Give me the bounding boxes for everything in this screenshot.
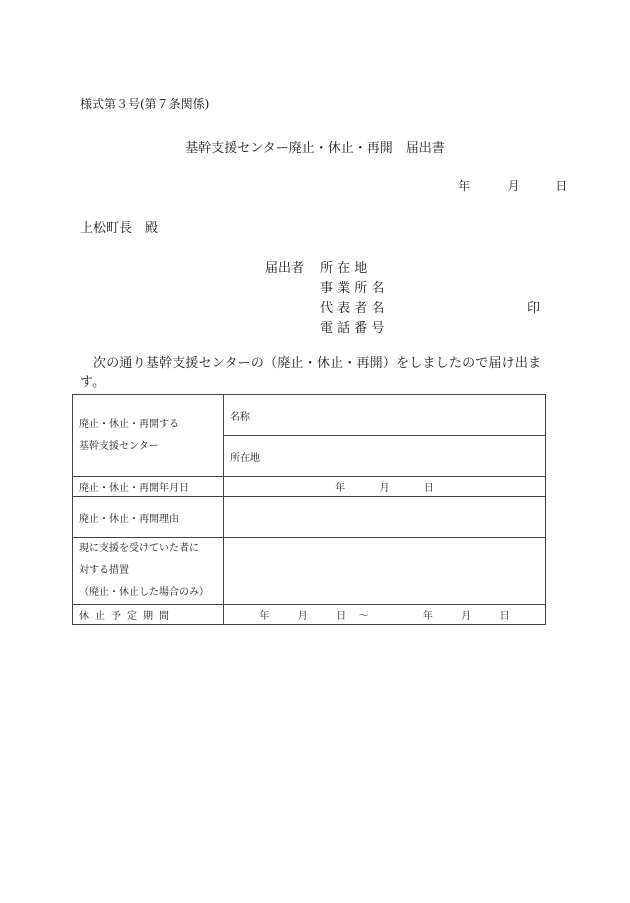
reason-label: 廃止・休止・再開理由 — [79, 513, 179, 525]
change-date-month: 月 — [379, 483, 390, 494]
measures-label-line2: 対する措置 — [79, 565, 129, 576]
table-row — [73, 497, 546, 538]
center-name-label: 名称 — [230, 411, 250, 423]
date-month-label: 月 — [507, 179, 520, 193]
center-label-line2: 基幹支援センター — [79, 440, 159, 452]
addressee: 上松町長 殿 — [80, 221, 159, 236]
period-tilde: ～ — [358, 611, 369, 622]
change-date-day: 日 — [423, 483, 434, 494]
reason-cell[interactable] — [224, 497, 546, 538]
suspension-period-cell[interactable] — [224, 605, 546, 625]
document-title: 基幹支援センター廃止・休止・再開 届出書 — [185, 141, 445, 156]
reason-label-cell — [73, 497, 224, 538]
table-row — [73, 605, 546, 625]
submission-date — [458, 177, 567, 194]
measures-label-line3: （廃止・休止した場合のみ） — [79, 587, 209, 598]
period-label-cell — [73, 605, 224, 625]
applicant-representative-label: 代 表 者 名 — [320, 301, 385, 316]
measures-label-line1: 現に支援を受けていた者に — [79, 543, 199, 554]
measures-label-cell — [73, 538, 224, 605]
date-day-label: 日 — [555, 179, 568, 193]
period-end-year: 年 — [422, 611, 433, 622]
applicant-office-name-label: 事 業 所 名 — [320, 281, 385, 296]
period-start-month: 月 — [297, 611, 308, 622]
form-number: 様式第３号(第７条関係) — [80, 97, 210, 111]
suspension-period-label: 休止予定期間 — [79, 611, 175, 622]
body-text: 次の通り基幹支援センターの（廃止・休止・再開）をしましたので届け出ます。 — [80, 356, 542, 390]
center-label-cell — [73, 395, 224, 477]
center-address-label: 所在地 — [230, 452, 260, 464]
table-row — [73, 477, 546, 497]
seal-mark: 印 — [527, 301, 541, 316]
change-date-cell[interactable] — [224, 477, 546, 497]
date-year-label: 年 — [458, 179, 471, 193]
notification-form-table — [72, 394, 546, 625]
measures-cell[interactable] — [224, 538, 546, 605]
period-start-year: 年 — [259, 611, 270, 622]
center-label-line1: 廃止・休止・再開する — [79, 418, 179, 430]
period-end-day: 日 — [499, 611, 510, 622]
table-row — [73, 538, 546, 605]
center-address-cell[interactable] — [224, 436, 546, 477]
center-name-cell[interactable] — [224, 395, 546, 436]
applicant-phone-label: 電 話 番 号 — [320, 321, 385, 336]
period-start-day: 日 — [336, 611, 347, 622]
change-date-label: 廃止・休止・再開年月日 — [79, 483, 189, 494]
applicant-location-label: 所 在 地 — [320, 261, 368, 276]
change-date-year: 年 — [335, 483, 346, 494]
date-label-cell — [73, 477, 224, 497]
table-row — [73, 395, 546, 436]
applicant-label: 届出者 — [265, 261, 305, 276]
period-end-month: 月 — [461, 611, 472, 622]
